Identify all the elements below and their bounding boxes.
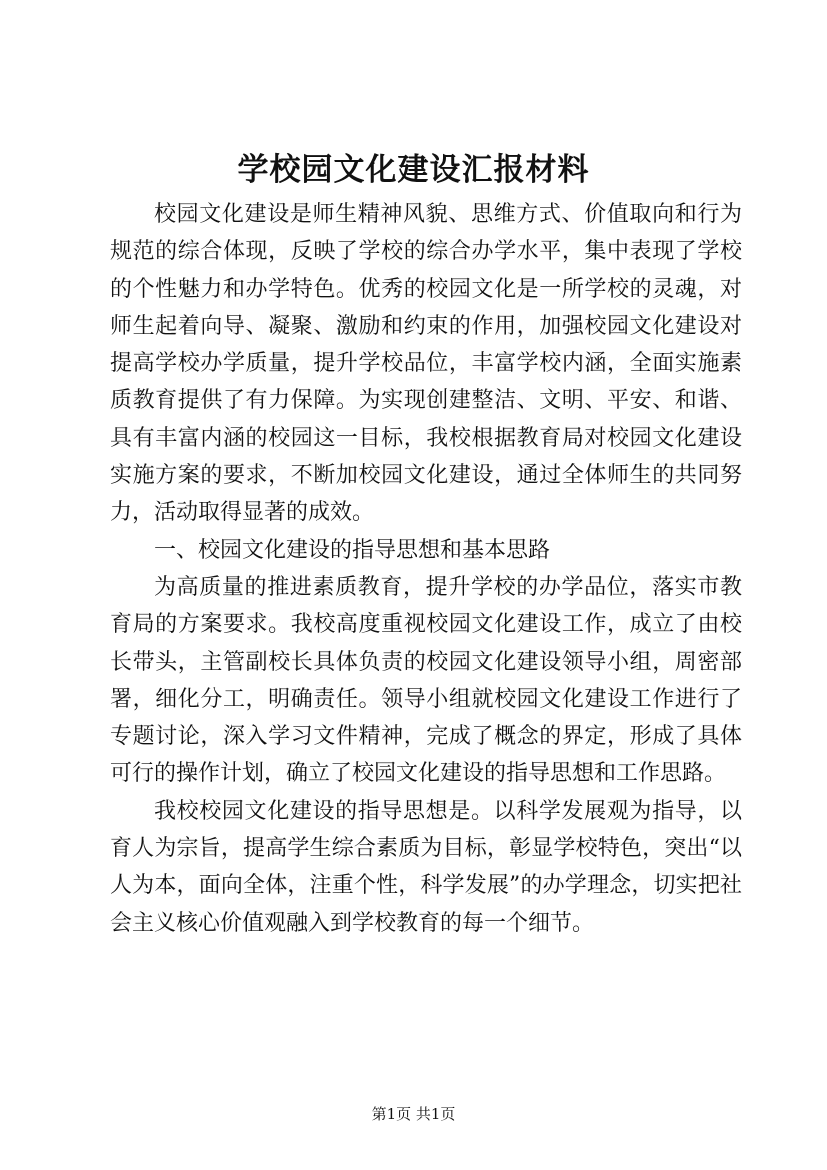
paragraph-guiding-idea: 我校校园文化建设的指导思想是。以科学发展观为指导，以育人为宗旨，提高学生综合素质为目标，彰显学校特色，突出“以人为本，面向全体，注重个性，科学发展”的办学理念，切实把社会主义核心价值观融入到学校教育的每一个细节。 — [110, 798, 742, 936]
document-title: 学校园文化建设汇报材料 — [237, 152, 590, 188]
document-body — [110, 196, 742, 942]
paragraph-section-1: 为高质量的推进素质教育，提升学校的办学品位，落实市教育局的方案要求。我校高度重视校园文化建设工作，成立了由校长带头，主管副校长具体负责的校园文化建设领导小组，周密部署，细化分工，明确责任。领导小组就校园文化建设工作进行了专题讨论，深入学习文件精神，完成了概念的界定，形成了具体可行的操作计划，确立了校园文化建设的指导思想和工作思路。 — [110, 574, 742, 787]
paragraph-intro: 校园文化建设是师生精神风貌、思维方式、价值取向和行为规范的综合体现，反映了学校的综合办学水平，集中表现了学校的个性魅力和办学特色。优秀的校园文化是一所学校的灵魂，对师生起着向导、凝聚、激励和约束的作用，加强校园文化建设对提高学校办学质量，提升学校品位，丰富学校内涵，全面实施素质教育提供了有力保障。为实现创建整洁、文明、平安、和谐、具有丰富内涵的校园这一目标，我校根据教育局对校园文化建设实施方案的要求，不断加校园文化建设，通过全体师生的共同努力，活动取得显著的成效。 — [110, 202, 742, 526]
page-footer: 第1页 共1页 — [371, 1105, 456, 1123]
section-heading-1: 一、校园文化建设的指导思想和基本思路 — [154, 537, 551, 563]
